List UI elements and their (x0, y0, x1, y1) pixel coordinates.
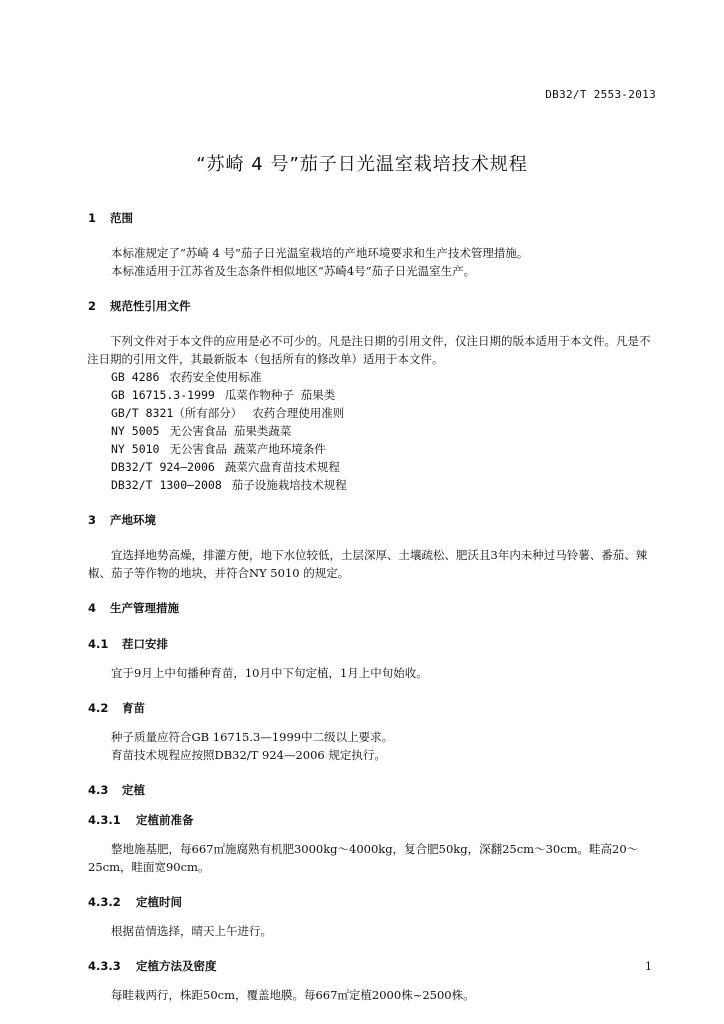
ref-name: 农药合理使用准则 (252, 406, 345, 420)
section-number: 4.3.1 (88, 813, 121, 827)
list-item (88, 386, 660, 404)
section-title: 定植时间 (136, 895, 183, 909)
list-item (88, 368, 660, 386)
section-number: 3 (88, 513, 97, 527)
section-4-2-heading (88, 698, 660, 718)
section-number: 4 (88, 601, 97, 615)
paragraph: 根据苗情选择，晴天上午进行。 (111, 924, 272, 938)
section-number: 2 (88, 299, 97, 313)
reference-list (88, 368, 660, 494)
section-4-3-3-body (88, 986, 660, 1004)
paragraph: 种子质量应符合GB 16715.3—1999中二级以上要求。 (111, 730, 394, 744)
ref-name: 无公害食品 茄果类蔬菜 (169, 424, 292, 438)
ref-code: DB32/T 1300—2008 (111, 478, 222, 492)
section-4-3-3-heading (88, 956, 660, 976)
ref-code: GB 16715.3-1999 (111, 388, 215, 402)
paragraph: 下列文件对于本文件的应用是必不可少的。凡是注日期的引用文件，仅注日期的版本适用于本文件。凡是不注日期的引用文件，其最新版本（包括所有的修改单）适用于本文件。 (87, 334, 651, 366)
document-body (88, 208, 660, 1020)
section-title: 定植 (122, 783, 146, 797)
section-number: 4.1 (88, 637, 109, 651)
section-1-body (0, 244, 660, 280)
section-4-heading (88, 598, 660, 618)
section-title: 育苗 (122, 701, 146, 715)
page-number: 1 (645, 960, 652, 973)
paragraph: 本标准适用于江苏省及生态条件相似地区“苏崎4号”茄子日光温室生产。 (111, 264, 476, 278)
paragraph: 本标准规定了“苏崎 4 号”茄子日光温室栽培的产地环境要求和生产技术管理措施。 (111, 246, 529, 260)
section-4-1-heading (88, 634, 660, 654)
section-3-body (88, 546, 660, 582)
ref-name: 瓜菜作物种子 茄果类 (224, 388, 336, 402)
paragraph: 每畦栽两行，株距50cm，覆盖地膜。每667㎡定植2000株~2500株。 (111, 988, 475, 1002)
list-item (88, 458, 660, 476)
section-number: 4.3.2 (88, 895, 121, 909)
ref-name: 农药安全使用标准 (169, 370, 262, 384)
section-number: 4.3 (88, 783, 109, 797)
paragraph: 整地施基肥，每667㎡施腐熟有机肥3000kg～4000kg，复合肥50kg，深翻25cm～30cm。畦高20～25cm，畦面宽90cm。 (88, 842, 639, 874)
section-2-heading (88, 296, 660, 316)
section-4-3-1-body (88, 840, 660, 876)
ref-name: 蔬菜穴盘育苗技术规程 (224, 460, 340, 474)
paragraph: 宜于9月上中旬播种育苗，10月中下旬定植，1月上中旬始收。 (111, 666, 428, 680)
section-number: 4.3.3 (88, 959, 121, 973)
section-4-2-body (88, 728, 660, 764)
section-number: 1 (88, 211, 97, 225)
list-item (88, 476, 660, 494)
ref-code: GB/T 8321（所有部分） (111, 406, 243, 420)
paragraph: 育苗技术规程应按照DB32/T 924—2006 规定执行。 (111, 748, 386, 762)
section-4-3-heading (88, 780, 660, 800)
section-4-3-2-heading (88, 892, 660, 912)
section-title: 规范性引用文件 (110, 299, 191, 313)
list-item (88, 422, 660, 440)
paragraph: 宜选择地势高燥，排灌方便，地下水位较低，土层深厚、土壤疏松、肥沃且3年内未种过马铃薯、番茄、辣椒、茄子等作物的地块，并符合NY 5010 的规定。 (88, 548, 648, 580)
list-item (88, 404, 660, 422)
section-title: 定植前准备 (136, 813, 194, 827)
section-1-heading (88, 208, 660, 228)
ref-name: 无公害食品 蔬菜产地环境条件 (169, 442, 326, 456)
ref-code: NY 5010 (111, 442, 160, 456)
document-title: “苏崎 4 号”茄子日光温室栽培技术规程 (196, 154, 528, 175)
section-title: 定植方法及密度 (136, 959, 217, 973)
section-4-3-2-body (88, 922, 660, 940)
ref-code: DB32/T 924—2006 (111, 460, 215, 474)
ref-code: NY 5005 (111, 424, 160, 438)
section-title: 产地环境 (110, 513, 157, 527)
section-title: 范围 (110, 211, 134, 225)
section-number: 4.2 (88, 701, 109, 715)
section-4-1-body (88, 664, 660, 682)
section-3-heading (88, 510, 660, 530)
section-4-3-1-heading (88, 810, 660, 830)
ref-name: 茄子设施栽培技术规程 (231, 478, 347, 492)
ref-code: GB 4286 (111, 370, 160, 384)
standard-code: DB32/T 2553-2013 (545, 88, 656, 101)
list-item (88, 440, 660, 458)
section-title: 茬口安排 (122, 637, 169, 651)
section-2-body (88, 332, 660, 494)
section-title: 生产管理措施 (110, 601, 180, 615)
